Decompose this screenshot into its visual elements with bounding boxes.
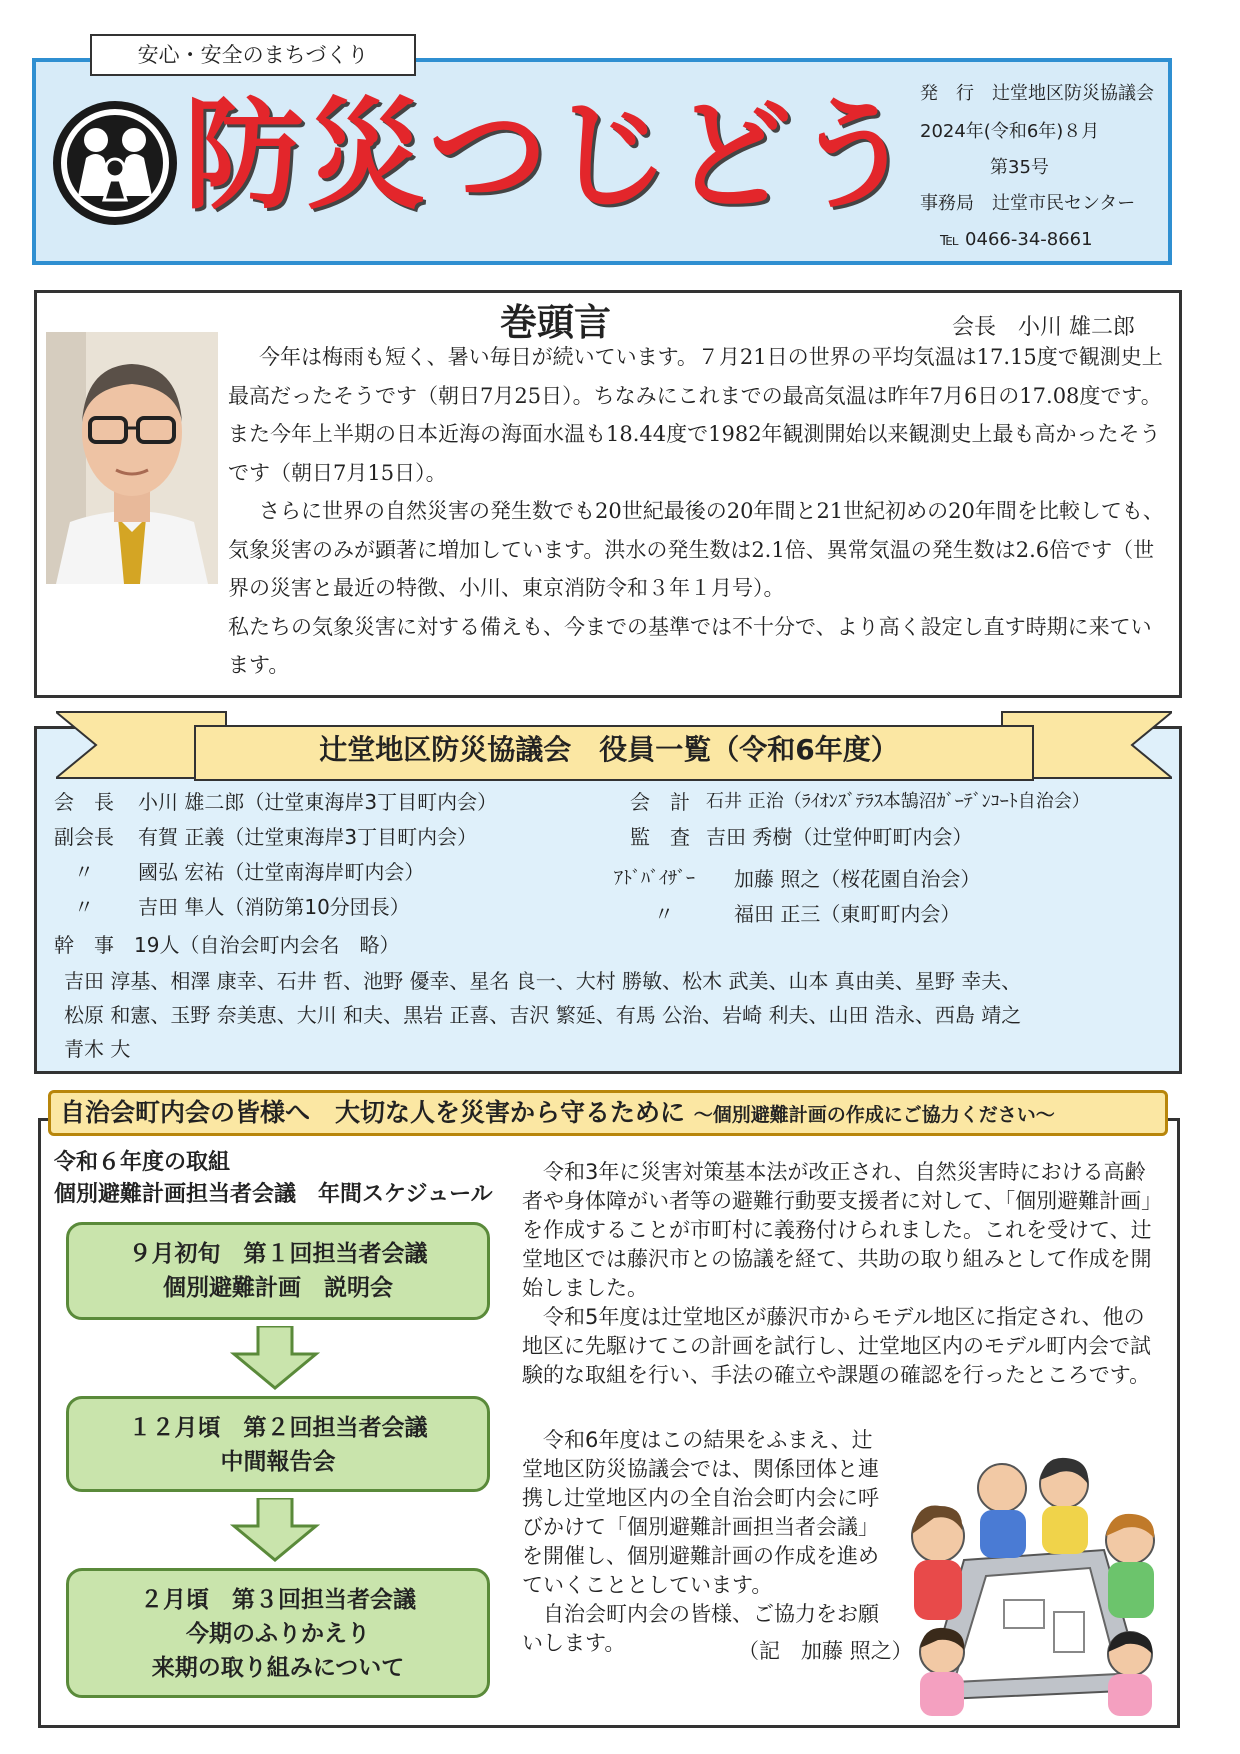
schedule-line: ２月頃 第３回担当者会議 [140, 1587, 416, 1613]
down-arrow-icon [230, 1498, 320, 1562]
plan-body-bottom [522, 1426, 892, 1658]
office: 事務局 辻堂市民センター [920, 193, 1136, 214]
officer-name: 國弘 宏祐（辻堂南海岸町内会） [138, 860, 425, 884]
officer-name: 小川 雄二郎（辻堂東海岸3丁目町内会） [138, 790, 498, 814]
officer-role: 〃 [74, 860, 94, 884]
plan-body-top [522, 1158, 1162, 1390]
plan-paragraph: 自治会町内会の皆様、ご協力をお願いします。 [522, 1602, 879, 1655]
foreword-paragraph: 私たちの気象災害に対する備えも、今までの基準では不十分で、より高く設定し直す時期に来ています。 [228, 614, 1152, 677]
schedule-box-2 [66, 1396, 490, 1492]
officer-role: 〃 [74, 895, 94, 919]
schedule-line: １２月頃 第２回担当者会議 [128, 1415, 428, 1441]
newsletter-title: 防災つじどう [184, 87, 916, 226]
officer-role: 会 計 [630, 790, 690, 814]
schedule-heading: 令和６年度の取組 [54, 1150, 231, 1175]
foreword-paragraph: 今年は梅雨も短く、暑い毎日が続いています。７月21日の世界の平均気温は17.15度で観測史上最高だったそうです（朝日7月25日）。ちなみにこれまでの最高気温は昨年7月6日の17.08度です。また今年上半期の日本近海の海面水温も18.44度で1982年観測開始以来観測史上最も高かったそうです（朝日7月15日）。 [228, 345, 1163, 485]
officer-name: 加藤 照之（桜花園自治会） [734, 867, 981, 891]
officer-name: 福田 正三（東町町内会） [734, 902, 961, 926]
secretaries-line: 松原 和憲、玉野 奈美恵、大川 和夫、黒岩 正喜、吉沢 繁延、有馬 公治、岩崎 利夫、山田 浩永、西島 靖之 [64, 1003, 1022, 1027]
issue-number: 第35号 [990, 157, 1049, 178]
foreword-body [228, 338, 1168, 685]
plan-title-row [60, 1095, 1055, 1133]
schedule-box-3 [66, 1568, 490, 1698]
officer-name: 吉田 秀樹（辻堂仲町町内会） [706, 825, 973, 849]
telephone: ℡ 0466-34-8661 [940, 229, 1093, 250]
foreword-author: 会長 小川 雄二郎 [952, 315, 1135, 340]
officer-role: ｱﾄﾞﾊﾞｲｻﾞｰ [614, 868, 695, 889]
tagline: 安心・安全のまちづくり [90, 34, 416, 76]
officer-role: 会 長 [54, 790, 114, 814]
secretaries-line: 吉田 淳基、相澤 康幸、石井 哲、池野 優幸、星名 良一、大村 勝敏、松木 武美、山本 真由美、星野 幸夫、 [64, 969, 1022, 993]
down-arrow-icon [230, 1326, 320, 1390]
officer-role: 〃 [654, 902, 674, 926]
chairman-portrait [46, 332, 218, 584]
schedule-line: 来期の取り組みについて [151, 1655, 405, 1681]
schedule-box-1 [66, 1222, 490, 1320]
plan-subtitle: ～個別避難計画の作成にご協力ください～ [693, 1104, 1055, 1126]
family-protection-logo-icon [52, 100, 178, 226]
foreword-paragraph: さらに世界の自然災害の発生数でも20世紀最後の20年間と21世紀初めの20年間を比較しても、気象災害のみが顕著に増加しています。洪水の発生数は2.1倍、異常気温の発生数は2.6倍です（世界の災害と最近の特徴、小川、東京消防令和３年１月号）。 [228, 499, 1164, 600]
schedule-subheading: 個別避難計画担当者会議 年間スケジュール [54, 1182, 493, 1207]
plan-paragraph: 令和6年度はこの結果をふまえ、辻堂地区防災協議会では、関係団体と連携し辻堂地区内の全自治会町内会に呼びかけて「個別避難計画担当者会議」を開催し、個別避難計画の作成を進めていくこととしています。 [522, 1428, 879, 1597]
officers-title: 辻堂地区防災協議会 役員一覧（令和6年度） [319, 733, 899, 766]
meeting-illustration [894, 1440, 1166, 1716]
schedule-line: 個別避難計画 説明会 [163, 1275, 393, 1301]
officer-role: 副会長 [54, 825, 114, 849]
author-note: （記 加藤 照之） [738, 1639, 913, 1663]
publisher: 発 行 辻堂地区防災協議会 [920, 83, 1154, 104]
officer-name: 有賀 正義（辻堂東海岸3丁目町内会） [138, 825, 478, 849]
officer-name: 石井 正治（ﾗｲｵﾝｽﾞﾃﾗｽ本鵠沼ｶﾞｰﾃﾞﾝｺｰﾄ自治会） [706, 791, 1090, 812]
officer-role: 監 査 [630, 825, 690, 849]
schedule-line: ９月初旬 第１回担当者会議 [128, 1241, 428, 1267]
secretaries-list [64, 964, 1164, 1066]
issue-date: 2024年(令和6年)８月 [920, 121, 1100, 142]
schedule-line: 今期のふりかえり [186, 1621, 370, 1647]
officer-name: 吉田 隼人（消防第10分団長） [138, 895, 410, 919]
plan-paragraph: 令和3年に災害対策基本法が改正され、自然災害時における高齢者や身体障がい者等の避難行動要支援者に対して、「個別避難計画」を作成することが市町村に義務付けられました。これを受けて、辻堂地区では藤沢市との協議を経て、共助の取り組みとして作成を開始しました。 [522, 1160, 1152, 1300]
foreword-title: 巻頭言 [500, 300, 611, 344]
plan-title: 自治会町内会の皆様へ 大切な人を災害から守るために [60, 1098, 686, 1127]
secretaries-line: 青木 大 [64, 1037, 131, 1061]
schedule-line: 中間報告会 [220, 1449, 336, 1475]
secretaries-label: 幹 事 19人（自治会町内会名 略） [54, 933, 400, 957]
plan-paragraph: 令和5年度は辻堂地区が藤沢市からモデル地区に指定され、他の地区に先駆けてこの計画を試行し、辻堂地区内のモデル町内会で試験的な取組を行い、手法の確立や課題の確認を行ったところです。 [522, 1305, 1151, 1387]
